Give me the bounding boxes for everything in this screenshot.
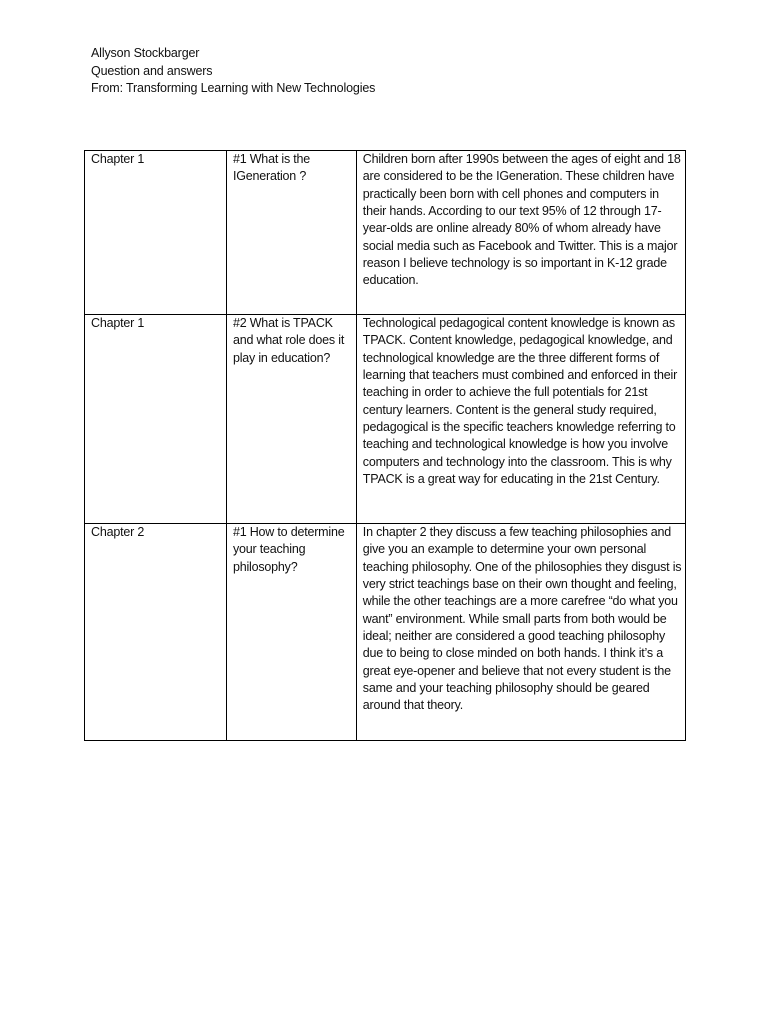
answer-text: Children born after 1990s between the ages of eight and 18 are considered to be the IGeneration. These children have practically been born with cell phones and computers in their hands. According to our text 95% of 12 through 17-year-olds are online already 80% of whom already have social media such as Facebook and Twitter. This is a major reason I believe technology is so important in K-12 grade education. — [362, 152, 681, 288]
chapter-label: Chapter 1 — [91, 152, 145, 166]
document-header — [91, 45, 691, 98]
author-name: Allyson Stockbarger — [91, 46, 200, 60]
document-subtitle: Question and answers — [91, 63, 213, 78]
answer-text: In chapter 2 they discuss a few teaching philosophies and give you an example to determine your own personal teaching philosophy. One of the philosophies they disgust is very strict teachings base on their own thought and feeling, while the other teachings are a more carefree “do what you want” environment. While small parts from both would be ideal; neither are considered a good teaching philosophy due to being to close minded on both hands. I think it’s a great eye-opener and believe that not every student is the same and your teaching philosophy should be geared around that theory. — [362, 525, 682, 713]
question-text: #1 What is the IGeneration ? — [232, 152, 311, 184]
chapter-label: Chapter 1 — [91, 316, 145, 330]
table-row — [85, 524, 686, 741]
question-cell — [226, 151, 356, 315]
table-row — [85, 151, 686, 315]
chapter-cell — [85, 151, 227, 315]
question-text: #1 How to determine your teaching philosophy? — [232, 525, 345, 574]
source-line: From: Transforming Learning with New Technologies — [91, 81, 376, 95]
chapter-cell — [85, 524, 227, 741]
answer-cell — [356, 315, 685, 524]
chapter-cell — [85, 315, 227, 524]
question-cell — [226, 524, 356, 741]
answer-cell — [356, 151, 685, 315]
chapter-label: Chapter 2 — [91, 525, 145, 539]
answer-cell — [356, 524, 685, 741]
question-cell — [226, 315, 356, 524]
question-text: #2 What is TPACK and what role does it play in education? — [232, 316, 345, 365]
table-row — [85, 315, 686, 524]
qa-table — [84, 150, 686, 741]
answer-text: Technological pedagogical content knowledge is known as TPACK. Content knowledge, pedagogical knowledge, and technological knowledge are the three different forms of learning that teachers must combined and enforced in their teaching in order to achieve the full potentials for 21st century learners. Content is the general study required, pedagogical is the specific teachers knowledge referring to teaching and technological knowledge is how you involve computers and technology into the classroom. This is why TPACK is a great way for educating in the 21st Century. — [362, 316, 678, 487]
